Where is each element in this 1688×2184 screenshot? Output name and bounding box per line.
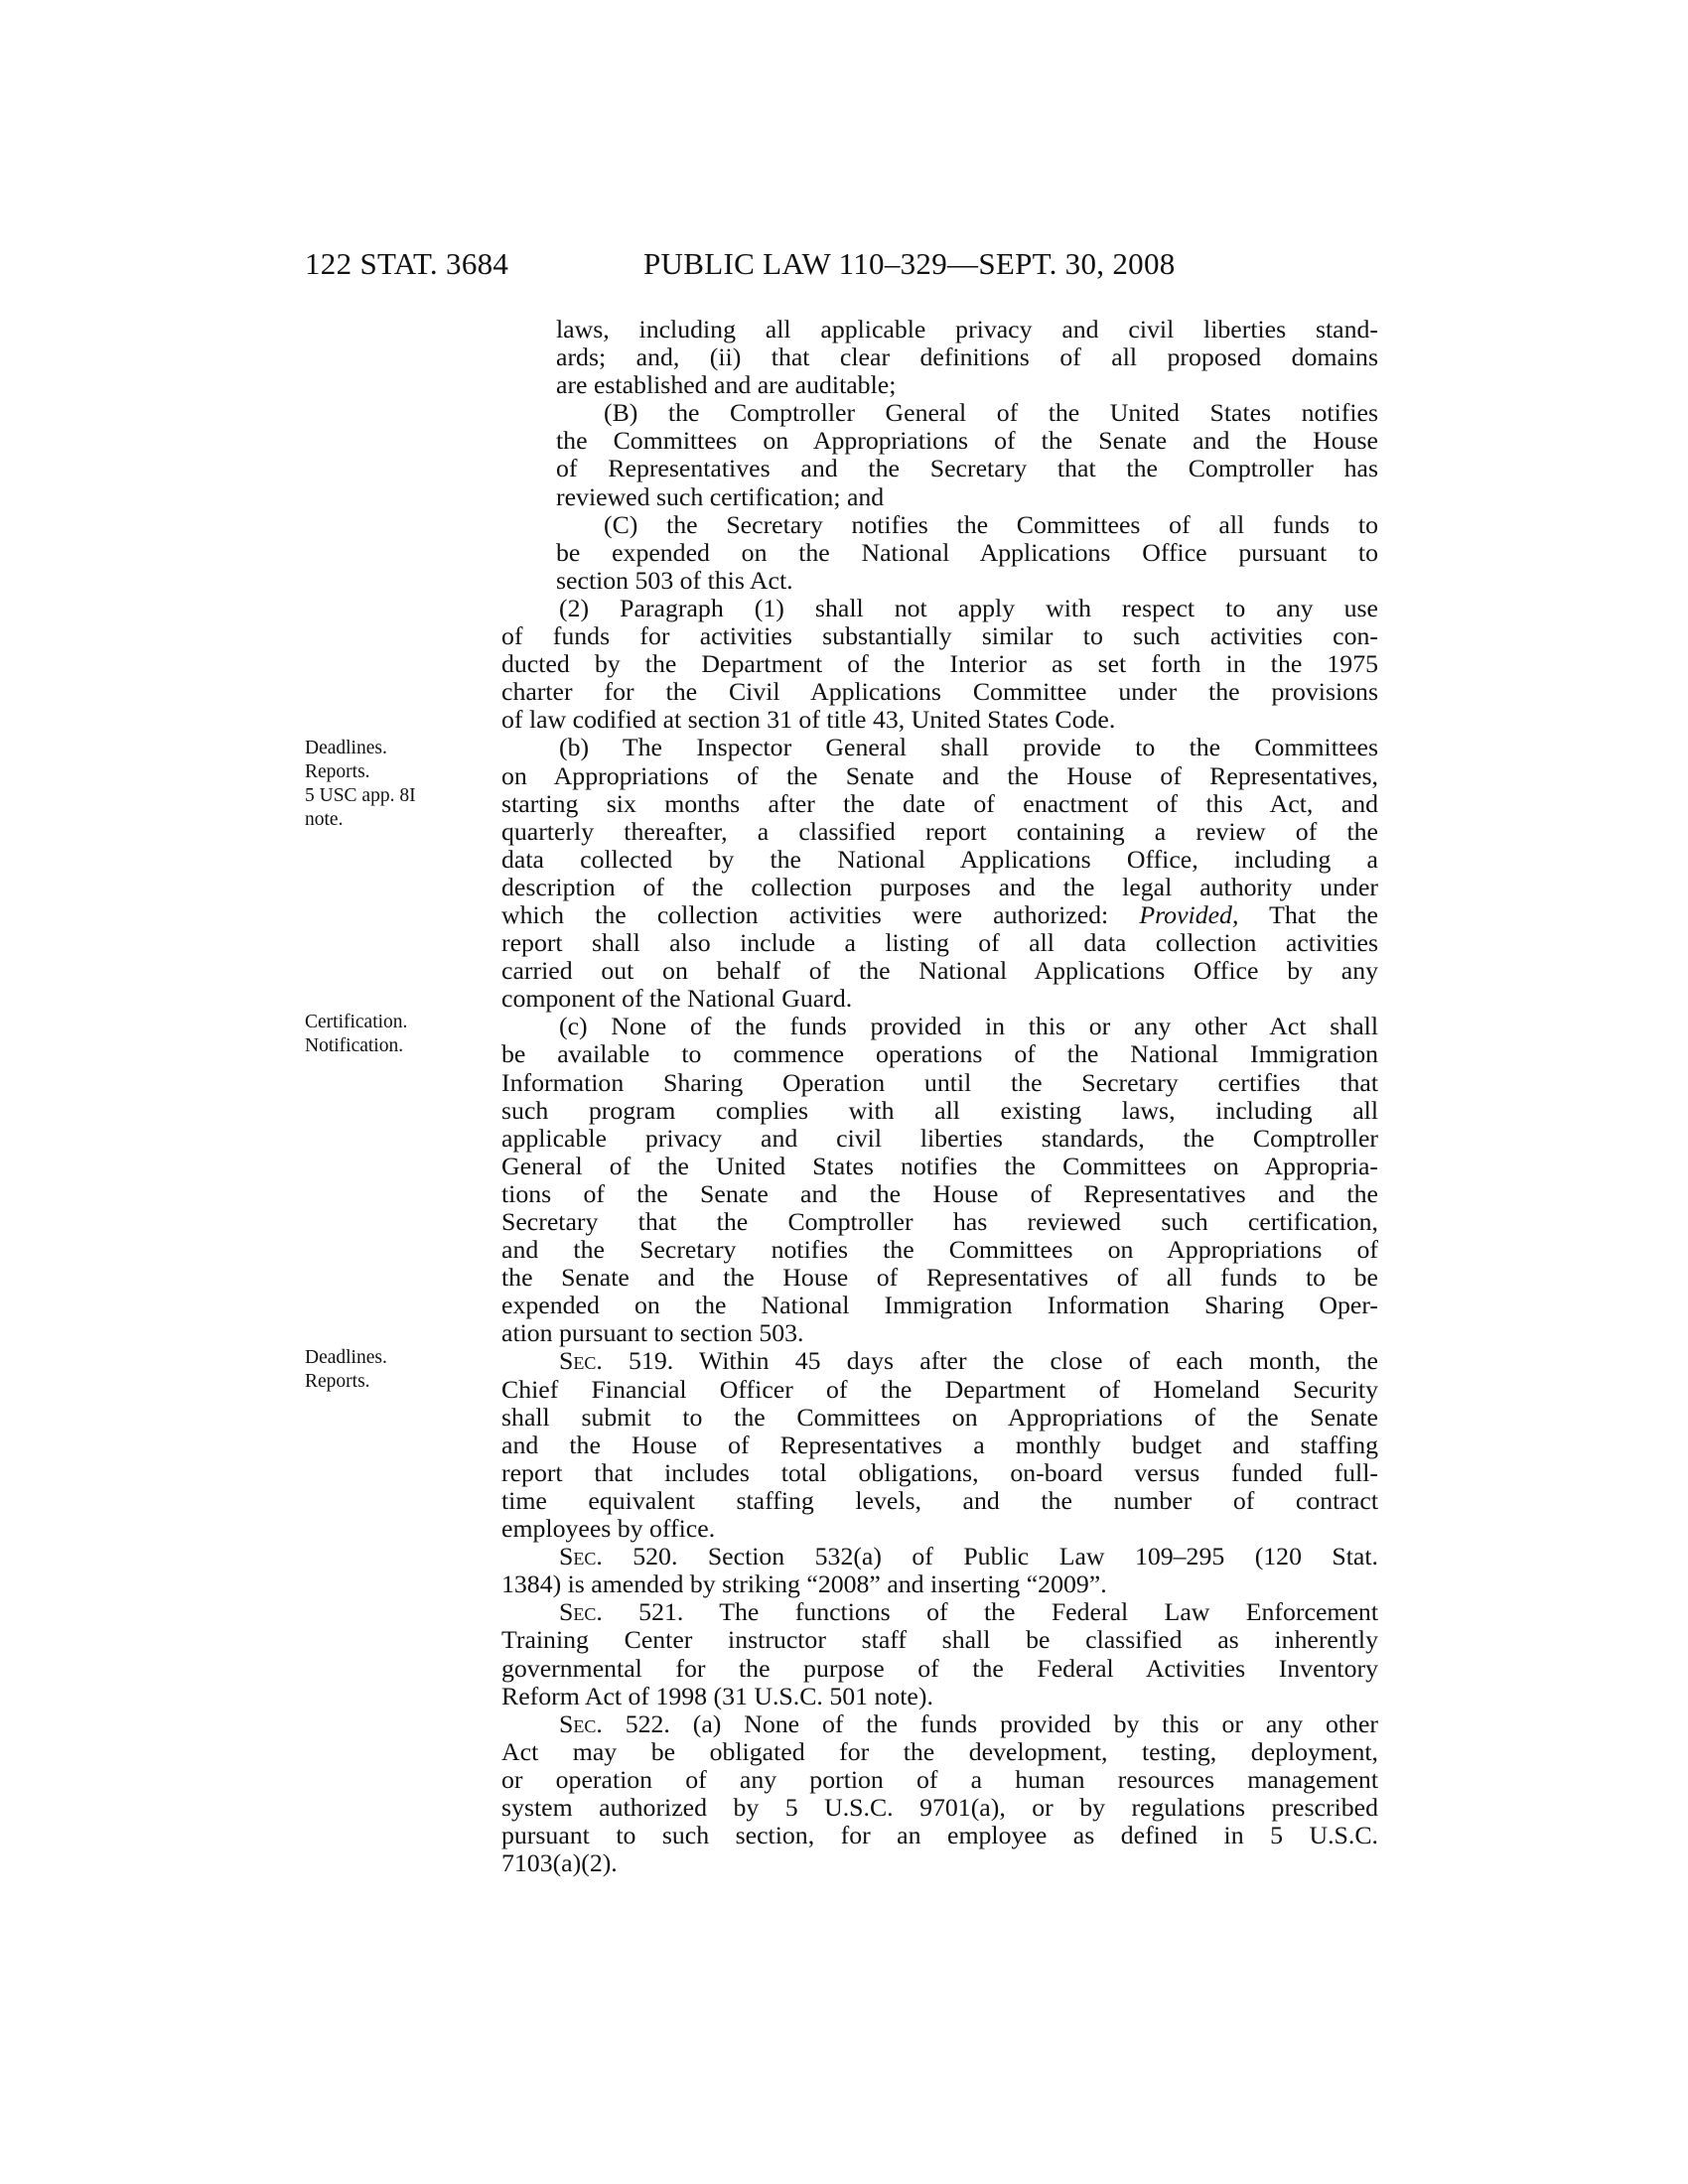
proviso-word: Provided, <box>1139 899 1239 929</box>
paragraph-b <box>501 734 1378 1013</box>
margin-note-line: Deadlines. <box>305 1347 387 1368</box>
text-line: tions of the Senate and the House of Representatives and the <box>501 1178 1378 1208</box>
margin-note-line: Certification. <box>305 1012 408 1032</box>
text-line: system authorized by 5 U.S.C. 9701(a), or by regulations prescribed <box>501 1792 1378 1822</box>
text-line: employees by office. <box>501 1514 716 1544</box>
text-line: quarterly thereafter, a classified report containing a review of the <box>501 816 1378 846</box>
margin-note-line: Notification. <box>305 1035 404 1056</box>
section-521 <box>501 1598 1378 1709</box>
margin-note-line: Deadlines. <box>305 738 387 758</box>
margin-note-line: 5 USC app. 8I <box>305 785 416 806</box>
text-line: (2) Paragraph (1) shall not apply with respect to any use <box>559 593 1378 622</box>
statute-body <box>501 316 1378 1877</box>
text-line: ation pursuant to section 503. <box>501 1318 804 1348</box>
text-line: pursuant to such section, for an employee as defined in 5 U.S.C. <box>501 1821 1378 1850</box>
section-label: Sec. <box>559 1708 603 1738</box>
text-line: expended on the National Immigration Information Sharing Oper- <box>501 1291 1378 1320</box>
section-heading-line <box>501 1543 1378 1570</box>
text-line: (b) The Inspector General shall provide to the Committees <box>559 733 1378 762</box>
text-line: the Senate and the House of Representatives of all funds to be <box>501 1263 1378 1293</box>
text-line: on Appropriations of the Senate and the House of Representatives, <box>501 760 1378 790</box>
text-line: report that includes total obligations, on-board versus funded full- <box>501 1457 1378 1487</box>
text-line: Secretary that the Comptroller has reviewed such certification, <box>501 1207 1378 1236</box>
text-line: 7103(a)(2). <box>501 1848 618 1878</box>
text-line: of funds for activities substantially similar to such activities con- <box>501 621 1378 651</box>
text-line: charter for the Civil Applications Committee under the provisions <box>501 677 1378 707</box>
text-line: and the Secretary notifies the Committees on Appropriations of <box>501 1235 1378 1265</box>
text-line: (B) the Comptroller General of the United States notifies <box>604 398 1378 428</box>
paragraph-a1-B <box>556 399 1378 510</box>
paragraph-c <box>501 1013 1378 1347</box>
paragraph-a1-continuation <box>556 316 1378 399</box>
section-522 <box>501 1710 1378 1878</box>
statute-page-number: 122 STAT. 3684 <box>305 246 509 281</box>
text-fragment: 519. Within 45 days after the close of each month, the <box>602 1346 1378 1376</box>
text-line: carried out on behalf of the National Applications Office by any <box>501 956 1378 986</box>
text-line: applicable privacy and civil liberties standards, the Comptroller <box>501 1123 1378 1153</box>
text-line: description of the collection purposes and the legal authority under <box>501 872 1378 901</box>
text-line: be available to commence operations of the National Immigration <box>501 1039 1378 1069</box>
margin-note-line: Reports. <box>305 761 370 782</box>
section-label: Sec. <box>559 1597 603 1627</box>
text-line: time equivalent staffing levels, and the number of contract <box>501 1485 1378 1515</box>
section-label: Sec. <box>559 1542 603 1571</box>
margin-note-deadlines-reports-usc <box>305 737 454 832</box>
text-fragment: 520. Section 532(a) of Public Law 109–295 (120 Stat. <box>602 1542 1378 1571</box>
text-line: Act may be obligated for the development, testing, deployment, <box>501 1736 1378 1766</box>
text-line: Information Sharing Operation until the Secretary certifies that <box>501 1067 1378 1097</box>
running-header <box>0 246 1688 286</box>
text-line: ards; and, (ii) that clear definitions of all proposed domains <box>556 342 1378 372</box>
text-line: the Committees on Appropriations of the Senate and the House <box>556 426 1378 456</box>
text-line: are established and are auditable; <box>556 370 897 400</box>
paragraph-a1-C <box>556 511 1378 595</box>
section-label: Sec. <box>559 1346 603 1376</box>
text-line: Reform Act of 1998 (31 U.S.C. 501 note). <box>501 1681 933 1710</box>
text-line: reviewed such certification; and <box>556 481 885 511</box>
text-line: component of the National Guard. <box>501 984 853 1014</box>
text-fragment: 522. (a) None of the funds provided by this or any other <box>602 1708 1378 1738</box>
text-line: (c) None of the funds provided in this or any other Act shall <box>559 1012 1378 1041</box>
text-fragment: That the <box>1238 899 1378 929</box>
margin-note-line: Reports. <box>305 1371 370 1392</box>
text-fragment: which the collection activities were authorized: <box>501 899 1140 929</box>
text-line: Chief Financial Officer of the Department of Homeland Security <box>501 1374 1378 1404</box>
margin-note-deadlines-reports <box>305 1346 454 1394</box>
margin-note-line: note. <box>305 809 344 830</box>
text-line: 1384) is amended by striking “2008” and inserting “2009”. <box>501 1570 1107 1599</box>
text-line: starting six months after the date of enactment of this Act, and <box>501 788 1378 818</box>
section-heading-line <box>501 1710 1378 1738</box>
section-520 <box>501 1543 1378 1598</box>
text-line: (C) the Secretary notifies the Committees of all funds to <box>604 509 1378 539</box>
text-line: of law codified at section 31 of title 43, United States Code. <box>501 705 1116 735</box>
paragraph-a2 <box>501 595 1378 734</box>
text-line: shall submit to the Committees on Appropriations of the Senate <box>501 1402 1378 1432</box>
text-fragment: 521. The functions of the Federal Law Enforcement <box>602 1597 1378 1627</box>
public-law-title: PUBLIC LAW 110–329—SEPT. 30, 2008 <box>643 246 1176 281</box>
text-line: section 503 of this Act. <box>556 565 793 595</box>
text-line: Training Center instructor staff shall be classified as inherently <box>501 1625 1378 1655</box>
section-heading-line <box>501 1598 1378 1626</box>
text-line: and the House of Representatives a monthly budget and staffing <box>501 1430 1378 1459</box>
section-heading-line <box>501 1347 1378 1375</box>
text-line: of Representatives and the Secretary that the Comptroller has <box>556 454 1378 483</box>
text-line: General of the United States notifies the Committees on Appropria- <box>501 1151 1378 1180</box>
text-line: be expended on the National Applications Office pursuant to <box>556 537 1378 567</box>
text-line: such program complies with all existing laws, including all <box>501 1095 1378 1125</box>
text-line: data collected by the National Applications Office, including a <box>501 844 1378 874</box>
margin-note-certification-notification <box>305 1011 454 1058</box>
text-line: report shall also include a listing of all data collection activities <box>501 928 1378 958</box>
text-line: laws, including all applicable privacy and civil liberties stand- <box>556 315 1378 343</box>
text-line: governmental for the purpose of the Federal Activities Inventory <box>501 1653 1378 1683</box>
text-line-with-proviso <box>501 901 1378 929</box>
text-line: or operation of any portion of a human resources management <box>501 1764 1378 1794</box>
text-line: ducted by the Department of the Interior as set forth in the 1975 <box>501 649 1378 679</box>
section-519 <box>501 1347 1378 1543</box>
